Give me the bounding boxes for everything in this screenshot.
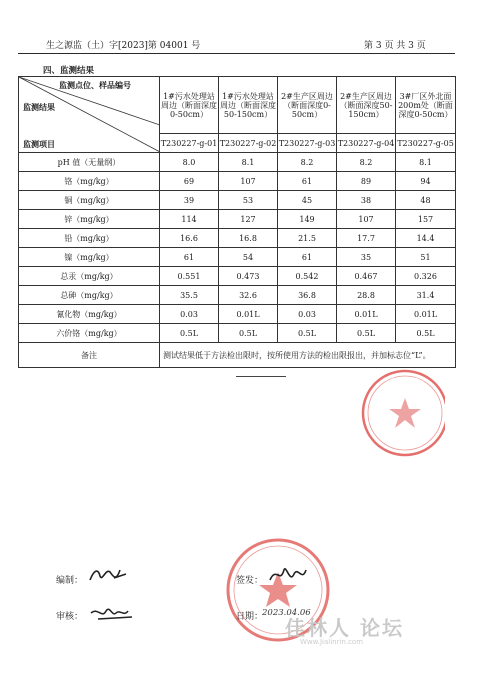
date-value: 2023.04.06: [262, 608, 311, 618]
date-label: 日期：: [236, 612, 264, 622]
table-cell: 8.1: [396, 153, 456, 172]
column-header-location: 2#生产区周边（断面深度0-50cm）: [278, 77, 337, 134]
table-cell: 21.5: [278, 229, 337, 248]
table-cell: 94: [396, 172, 456, 191]
table-cell: 39: [160, 191, 219, 210]
table-corner-header: [19, 77, 160, 153]
sample-id: T230227-g-03: [278, 134, 337, 153]
corner-label-item: 监测项目: [23, 139, 55, 149]
table-cell: 54: [219, 248, 278, 267]
table-cell: 0.01L: [337, 305, 396, 324]
reviewer-label: 审核：: [56, 612, 84, 622]
table-row: [19, 210, 456, 229]
table-cell: 0.5L: [396, 324, 456, 343]
table-cell: 8.2: [278, 153, 337, 172]
row-item-name: 总汞（mg/kg）: [19, 267, 160, 286]
table-cell: 17.7: [337, 229, 396, 248]
table-cell: 53: [219, 191, 278, 210]
compiler-signature-icon: [86, 562, 130, 588]
row-item-name: 铬（mg/kg）: [19, 172, 160, 191]
table-cell: 89: [337, 172, 396, 191]
table-cell: 61: [278, 172, 337, 191]
results-table: [18, 76, 456, 368]
table-cell: 0.03: [160, 305, 219, 324]
sample-id: T230227-g-05: [396, 134, 456, 153]
table-cell: 0.326: [396, 267, 456, 286]
row-item-name: 总砷（mg/kg）: [19, 286, 160, 305]
row-item-name: 氰化物（mg/kg）: [19, 305, 160, 324]
table-row: [19, 286, 456, 305]
page-info: 第 3 页 共 3 页: [364, 41, 426, 51]
report-number: 生之源监（土）字[2023]第 04001 号: [46, 41, 201, 51]
header-divider: [18, 53, 455, 54]
corner-label-location: 监测点位、样品编号: [59, 80, 131, 90]
table-cell: 0.5L: [160, 324, 219, 343]
table-cell: 14.4: [396, 229, 456, 248]
end-line: [236, 376, 286, 377]
table-cell: 61: [160, 248, 219, 267]
table-cell: 51: [396, 248, 456, 267]
table-row: [19, 191, 456, 210]
table-cell: 0.01L: [396, 305, 456, 324]
issuer-signature-icon: [266, 560, 310, 590]
sample-id: T230227-g-01: [160, 134, 219, 153]
table-row: [19, 248, 456, 267]
compiler-label: 编制：: [56, 576, 84, 586]
row-item-name: 六价铬（mg/kg）: [19, 324, 160, 343]
note-label: 备注: [19, 343, 160, 368]
table-row: [19, 324, 456, 343]
table-cell: 36.8: [278, 286, 337, 305]
table-cell: 0.551: [160, 267, 219, 286]
table-row: [19, 267, 456, 286]
row-item-name: 镍（mg/kg）: [19, 248, 160, 267]
issuer-label: 签发：: [236, 576, 264, 586]
section-title: 四、监测结果: [43, 66, 95, 76]
table-cell: 32.6: [219, 286, 278, 305]
table-cell: 8.2: [337, 153, 396, 172]
watermark-text: 佳林人 论坛: [285, 616, 404, 640]
table-cell: 0.5L: [278, 324, 337, 343]
table-cell: 157: [396, 210, 456, 229]
table-cell: 45: [278, 191, 337, 210]
table-cell: 0.03: [278, 305, 337, 324]
table-cell: 8.1: [219, 153, 278, 172]
row-item-name: 锌（mg/kg）: [19, 210, 160, 229]
company-seal-icon: [335, 358, 445, 468]
table-cell: 28.8: [337, 286, 396, 305]
column-header-location: 1#污水处理站周边（断面深度50-150cm）: [219, 77, 278, 134]
table-cell: 16.6: [160, 229, 219, 248]
table-cell: 0.01L: [219, 305, 278, 324]
table-cell: 35.5: [160, 286, 219, 305]
corner-label-result: 监测结果: [23, 102, 55, 112]
table-cell: 38: [337, 191, 396, 210]
table-cell: 127: [219, 210, 278, 229]
table-cell: 0.467: [337, 267, 396, 286]
row-item-name: 铅（mg/kg）: [19, 229, 160, 248]
table-cell: 107: [219, 172, 278, 191]
column-header-location: 2#生产区周边（断面深度50-150cm）: [337, 77, 396, 134]
table-cell: 35: [337, 248, 396, 267]
table-cell: 48: [396, 191, 456, 210]
table-cell: 16.8: [219, 229, 278, 248]
column-header-location: 3#厂区外北面200m处（断面深度0-50cm）: [396, 77, 456, 134]
table-cell: 8.0: [160, 153, 219, 172]
column-header-location: 1#污水处理站周边（断面深度0-50cm）: [160, 77, 219, 134]
table-cell: 0.473: [219, 267, 278, 286]
row-item-name: 铜（mg/kg）: [19, 191, 160, 210]
table-cell: 107: [337, 210, 396, 229]
table-cell: 61: [278, 248, 337, 267]
table-cell: 0.542: [278, 267, 337, 286]
table-cell: 69: [160, 172, 219, 191]
note-text: 测试结果低于方法检出限时，按所使用方法的检出限报出，并加标志位“L”。: [160, 343, 456, 368]
table-row: [19, 305, 456, 324]
table-row: [19, 229, 456, 248]
sample-id: T230227-g-02: [219, 134, 278, 153]
table-row: [19, 153, 456, 172]
watermark-url: Www.Jialinrin.com: [300, 638, 364, 646]
table-row: [19, 172, 456, 191]
table-cell: 114: [160, 210, 219, 229]
table-cell: 0.5L: [219, 324, 278, 343]
table-cell: 31.4: [396, 286, 456, 305]
reviewer-signature-icon: [88, 599, 136, 625]
sample-id: T230227-g-04: [337, 134, 396, 153]
table-cell: 149: [278, 210, 337, 229]
table-cell: 0.5L: [337, 324, 396, 343]
row-item-name: pH 值（无量纲）: [19, 153, 160, 172]
